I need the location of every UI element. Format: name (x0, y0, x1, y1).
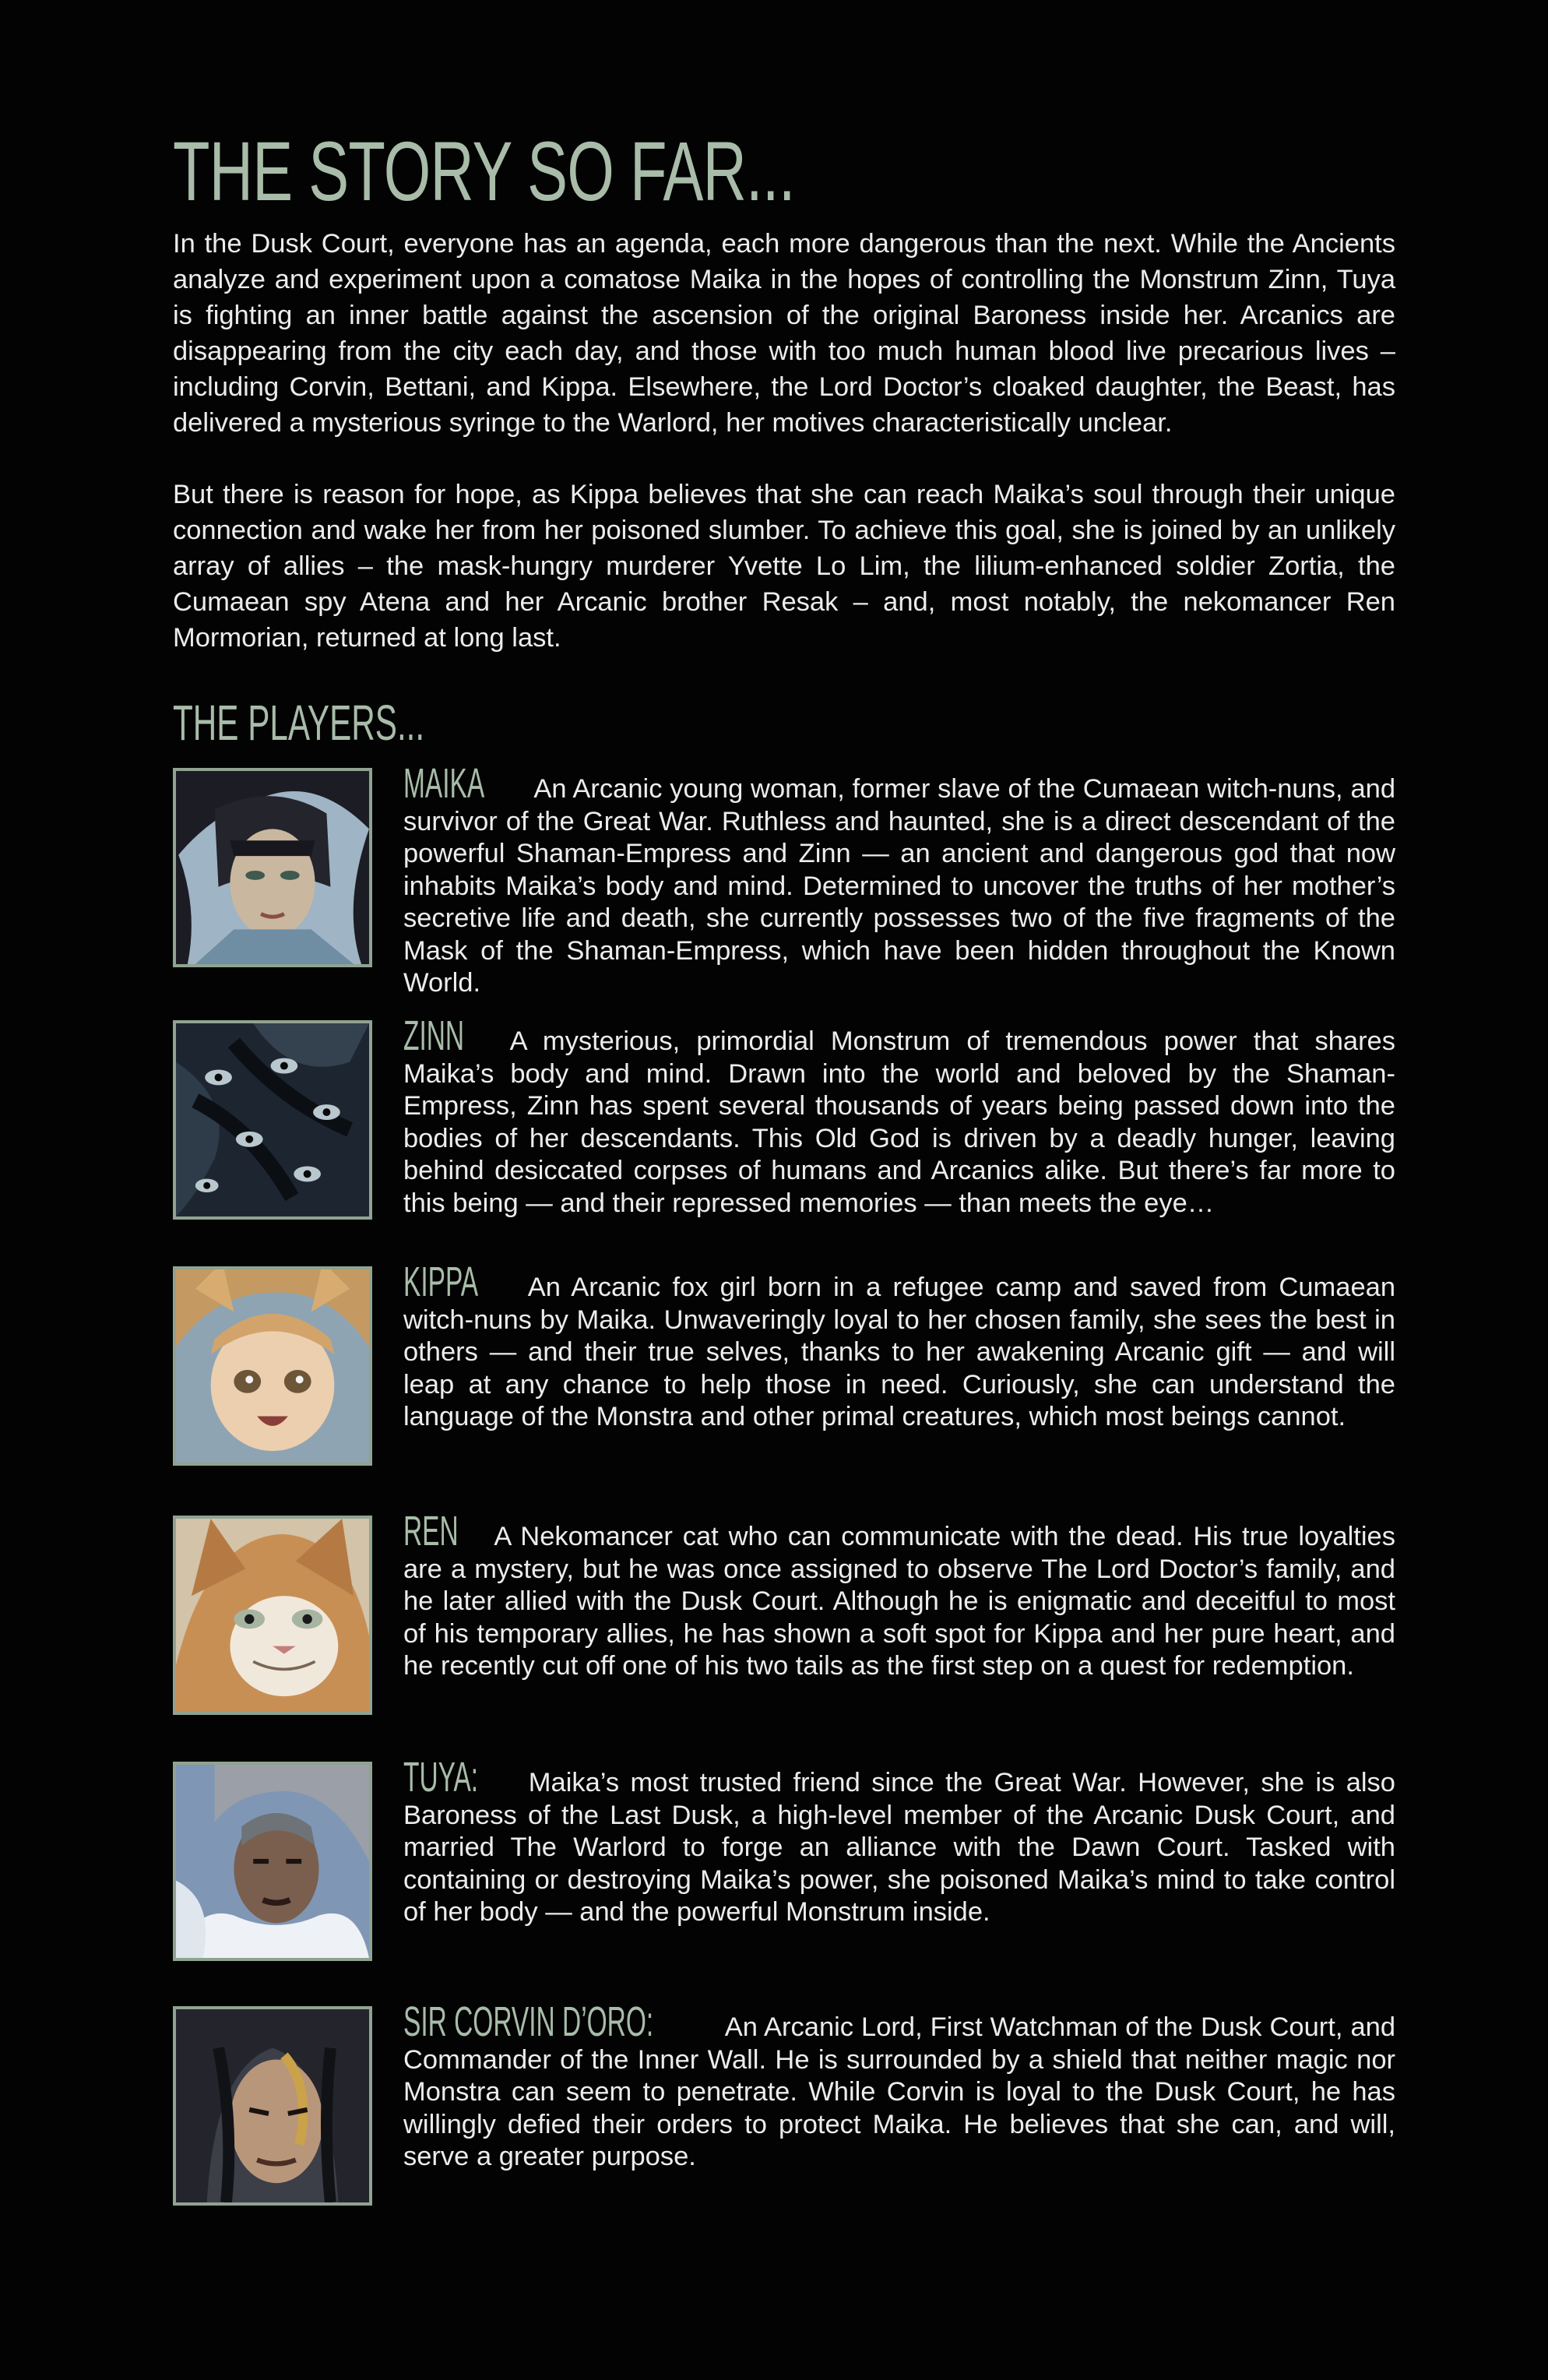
tuya-portrait (173, 1762, 372, 1961)
player-description: A mysterious, primordial Monstrum of tremendous power that shares Maika’s body and mind. Drawn into the world and beloved by the Shaman-Empress, Zinn has spent several thousands of years being passed down into the bodies of her descendants. This Old God is driven by a deadly hunger, leaving behind desiccated corpses of humans and Arcanics alike. But there’s far more to this being — and their repressed memories — than meets the eye… (403, 1026, 1395, 1218)
player-description: An Arcanic young woman, former slave of the Cumaean witch-nuns, and survivor of the Great War. Ruthless and haunted, she is a direct descendant of the powerful Shaman-Empress and Zinn — an ancient and dangerous god that now inhabits Maika’s body and mind. Determined to uncover the truths of her mother’s secretive life and death, she currently possesses two of the five fragments of the Mask of the Shaman-Empress, which have been hidden throughout the Known World. (403, 774, 1396, 998)
player-description: Maika’s most trusted friend since the Great War. However, she is also Baroness of the Last Dusk, a high-level member of the Arcanic Dusk Court, and married The Warlord to forge an alliance with the Dawn Court. Tasked with containing or destroying Maika’s power, she poisoned Maika’s mind to take control of her body — and the powerful Monstrum inside. (403, 1768, 1395, 1927)
player-bio (403, 1508, 1395, 1683)
player-description: An Arcanic fox girl born in a refugee camp and saved from Cumaean witch-nuns by Maika. Unwaveringly loyal to her chosen family, she sees the best in others — and their true selves, thanks to her awakening Arcanic gift — and will leap at any chance to help those in need. Curiously, she can understand the language of the Monstra and other primal creatures, which most beings cannot. (403, 1273, 1396, 1431)
intro-paragraph: In the Dusk Court, everyone has an agenda, each more dangerous than the next. While the Ancients analyze and experiment upon a comatose Maika in the hopes of controlling the Monstrum Zinn, Tuya is fighting an inner battle against the ascension of the original Baroness inside her. Arcanics are disappearing from the city each day, and those with too much human blood live precarious lives – including Corvin, Bettani, and Kippa. Elsewhere, the Lord Doctor’s cloaked daughter, the Beast, has delivered a mysterious syringe to the Warlord, her motives characteristically unclear. (173, 229, 1395, 438)
player-name: TUYA: (403, 1754, 479, 1801)
player-bio (403, 760, 1396, 1000)
player-bio (403, 1259, 1396, 1434)
player-bio (403, 1998, 1396, 2174)
players-title: THE PLAYERS... (173, 695, 425, 751)
player-name: ZINN (403, 1012, 465, 1059)
story-intro (173, 226, 1395, 692)
maika-portrait (173, 768, 372, 967)
corvin-portrait (173, 2006, 372, 2206)
ren-portrait (173, 1516, 372, 1715)
intro-paragraph: But there is reason for hope, as Kippa believes that she can reach Maika’s soul through their unique connection and wake her from her poisoned slumber. To achieve this goal, she is joined by an unlikely array of allies – the mask-hungry murderer Yvette Lo Lim, the lilium-enhanced soldier Zortia, the Cumaean spy Atena and her Arcanic brother Resak – and, most notably, the nekomancer Ren Mormorian, returned at long last. (173, 480, 1395, 653)
kippa-portrait (173, 1266, 372, 1466)
player-bio (403, 1012, 1395, 1220)
player-description: An Arcanic Lord, First Watchman of the Dusk Court, and Commander of the Inner Wall. He is surrounded by a shield that neither magic nor Monstra can seem to penetrate. While Corvin is loyal to the Dusk Court, he has willingly defied their orders to protect Maika. He believes that she can, and will, serve a greater purpose. (403, 2012, 1396, 2171)
player-name: MAIKA (403, 760, 485, 807)
page-title: THE STORY SO FAR... (173, 124, 795, 218)
player-description: A Nekomancer cat who can communicate with the dead. His true loyalties are a mystery, but he was once assigned to observe The Lord Doctor’s family, and he later allied with the Dusk Court. Although he is enigmatic and deceitful to most of his temporary allies, he has shown a soft spot for Kippa and her pure heart, and he recently cut off one of his two tails as the first step on a quest for redemption. (403, 1522, 1395, 1681)
zinn-portrait (173, 1020, 372, 1220)
player-name: REN (403, 1508, 459, 1554)
player-name: KIPPA (403, 1259, 479, 1305)
player-name: SIR CORVIN D’ORO: (403, 1998, 654, 2045)
player-bio (403, 1754, 1395, 1929)
